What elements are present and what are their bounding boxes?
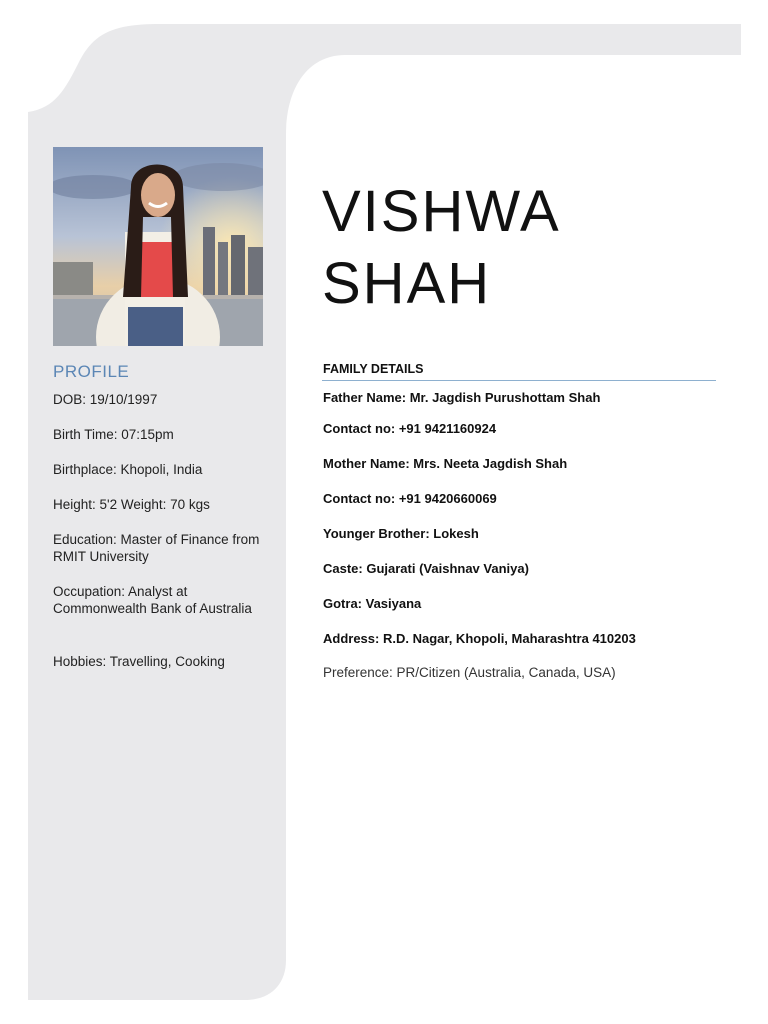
family-divider [322, 380, 716, 381]
last-name: SHAH [322, 251, 492, 316]
family-item-preference: Preference: PR/Citizen (Australia, Canada, USA) [323, 665, 616, 680]
profile-photo [53, 147, 263, 346]
family-item-father: Father Name: Mr. Jagdish Purushottam Shah [323, 390, 601, 405]
profile-heading: PROFILE [53, 362, 130, 381]
family-heading: FAMILY DETAILS [323, 362, 424, 376]
family-item-gotra: Gotra: Vasiyana [323, 596, 422, 611]
profile-item-dob: DOB: 19/10/1997 [53, 392, 158, 407]
candidate-name [322, 176, 561, 320]
family-item-brother: Younger Brother: Lokesh [323, 526, 479, 541]
profile-item-hobbies: Hobbies: Travelling, Cooking [53, 654, 225, 669]
family-item-mother-contact: Contact no: +91 9420660069 [323, 491, 497, 506]
family-item-caste: Caste: Gujarati (Vaishnav Vaniya) [323, 561, 529, 576]
profile-item-birthplace: Birthplace: Khopoli, India [53, 462, 203, 477]
profile-item-education: Education: Master of Finance from RMIT University [53, 532, 260, 564]
family-item-mother: Mother Name: Mrs. Neeta Jagdish Shah [323, 456, 568, 471]
profile-item-occupation: Occupation: Analyst at Commonwealth Bank of Australia [53, 584, 252, 616]
family-item-father-contact: Contact no: +91 9421160924 [323, 421, 497, 436]
family-item-address: Address: R.D. Nagar, Khopoli, Maharashtra 410203 [323, 631, 636, 646]
first-name: VISHWA [322, 179, 561, 244]
profile-item-birth-time: Birth Time: 07:15pm [53, 427, 174, 442]
profile-item-height-weight: Height: 5'2 Weight: 70 kgs [53, 497, 210, 512]
